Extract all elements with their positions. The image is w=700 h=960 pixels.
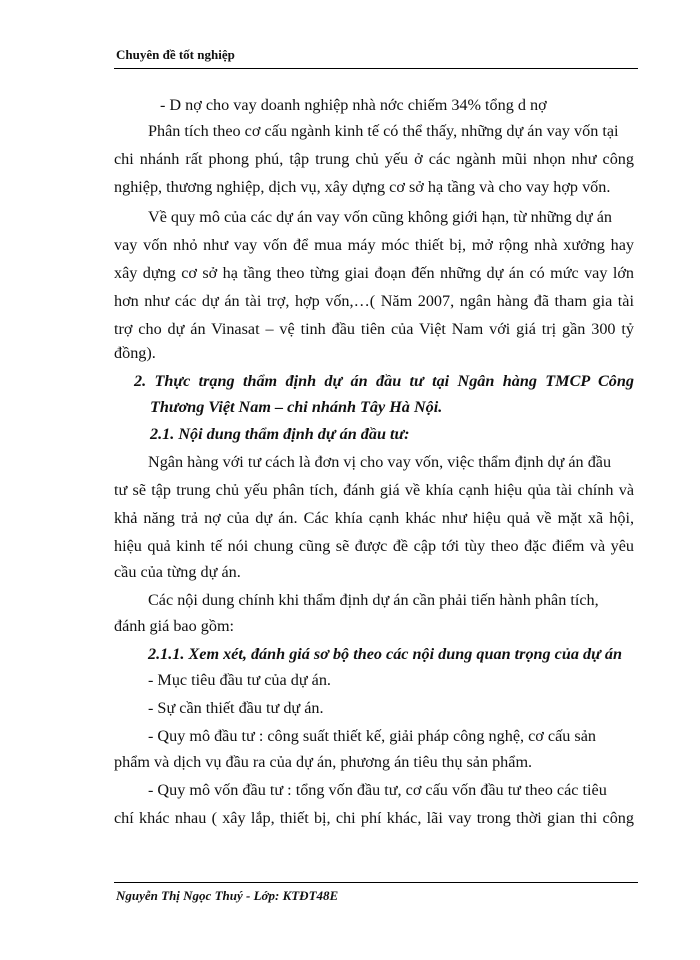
section-heading-2: 2. Thực trạng thẩm định dự án đầu tư tại Ngân hàng TMCP Công [134, 372, 634, 390]
paragraph-line: Phân tích theo cơ cấu ngành kinh tế có thể thấy, những dự án vay vốn tại [148, 122, 619, 140]
list-item: - Quy mô vốn đầu tư : tổng vốn đầu tư, cơ cấu vốn đầu tư theo các tiêu [148, 781, 607, 799]
subsection-heading-2-1: 2.1. Nội dung thẩm định dự án đầu tư: [150, 425, 410, 443]
paragraph-line: khả năng trả nợ của dự án. Các khía cạnh khác như hiệu quả về mặt xã hội, [114, 509, 634, 527]
paragraph-line: đánh giá bao gồm: [114, 617, 235, 635]
paragraph-line: Ngân hàng với tư cách là đơn vị cho vay vốn, việc thẩm định dự án đầu [148, 453, 612, 471]
section-heading-2-cont: Thương Việt Nam – chi nhánh Tây Hà Nội. [150, 398, 443, 416]
page-header [114, 44, 638, 69]
paragraph-line: xây dựng cơ sở hạ tầng theo từng giai đoạn đến những dự án có mức vay lớn [114, 264, 634, 282]
paragraph-line: vay vốn nhỏ như vay vốn để mua máy móc thiết bị, mở rộng nhà xưởng hay [114, 236, 634, 254]
paragraph-line: cầu của từng dự án. [114, 563, 241, 581]
list-item: - Sự cần thiết đầu tư dự án. [148, 699, 324, 717]
paragraph-line: nghiệp, thương nghiệp, dịch vụ, xây dựng cơ sở hạ tầng và cho vay hợp vốn. [114, 178, 611, 196]
list-item-cont: chí khác nhau ( xây lắp, thiết bị, chi phí khác, lãi vay trong thời gian thi công [114, 809, 634, 827]
footer-text: Nguyễn Thị Ngọc Thuý - Lớp: KTĐT48E [116, 888, 339, 903]
header-title: Chuyên đề tốt nghiệp [116, 47, 235, 62]
subsection-heading-2-1-1: 2.1.1. Xem xét, đánh giá sơ bộ theo các nội dung quan trọng của dự án [148, 645, 622, 663]
paragraph-line: trợ cho dự án Vinasat – vệ tinh đầu tiên của Việt Nam với giá trị gần 300 tỷ [114, 320, 634, 338]
paragraph-line: Về quy mô của các dự án vay vốn cũng không giới hạn, từ những dự án [148, 208, 612, 226]
page-footer [114, 882, 638, 903]
paragraph-line: tư sẽ tập trung chủ yếu phân tích, đánh giá về khía cạnh hiệu qủa tài chính và [114, 481, 634, 499]
list-item: - Mục tiêu đầu tư của dự án. [148, 671, 331, 689]
bullet-line-debt-share: - D nợ cho vay doanh nghiệp nhà nớc chiếm 34% tổng d nợ [160, 96, 547, 114]
paragraph-line: hiệu quả kinh tế nói chung cũng sẽ được đề cập tới tùy theo đặc điểm và yêu [114, 537, 634, 555]
paragraph-line: hơn như các dự án tài trợ, hợp vốn,…( Năm 2007, ngân hàng đã tham gia tài [114, 292, 634, 310]
list-item: - Quy mô đầu tư : công suất thiết kế, giải pháp công nghệ, cơ cấu sản [148, 727, 596, 745]
paragraph-line: đồng). [114, 344, 156, 362]
list-item-cont: phẩm và dịch vụ đầu ra của dự án, phương án tiêu thụ sản phẩm. [114, 753, 533, 771]
paragraph-line: Các nội dung chính khi thẩm định dự án cần phải tiến hành phân tích, [148, 591, 599, 609]
paragraph-line: chi nhánh rất phong phú, tập trung chủ yếu ở các ngành mũi nhọn như công [114, 150, 634, 168]
